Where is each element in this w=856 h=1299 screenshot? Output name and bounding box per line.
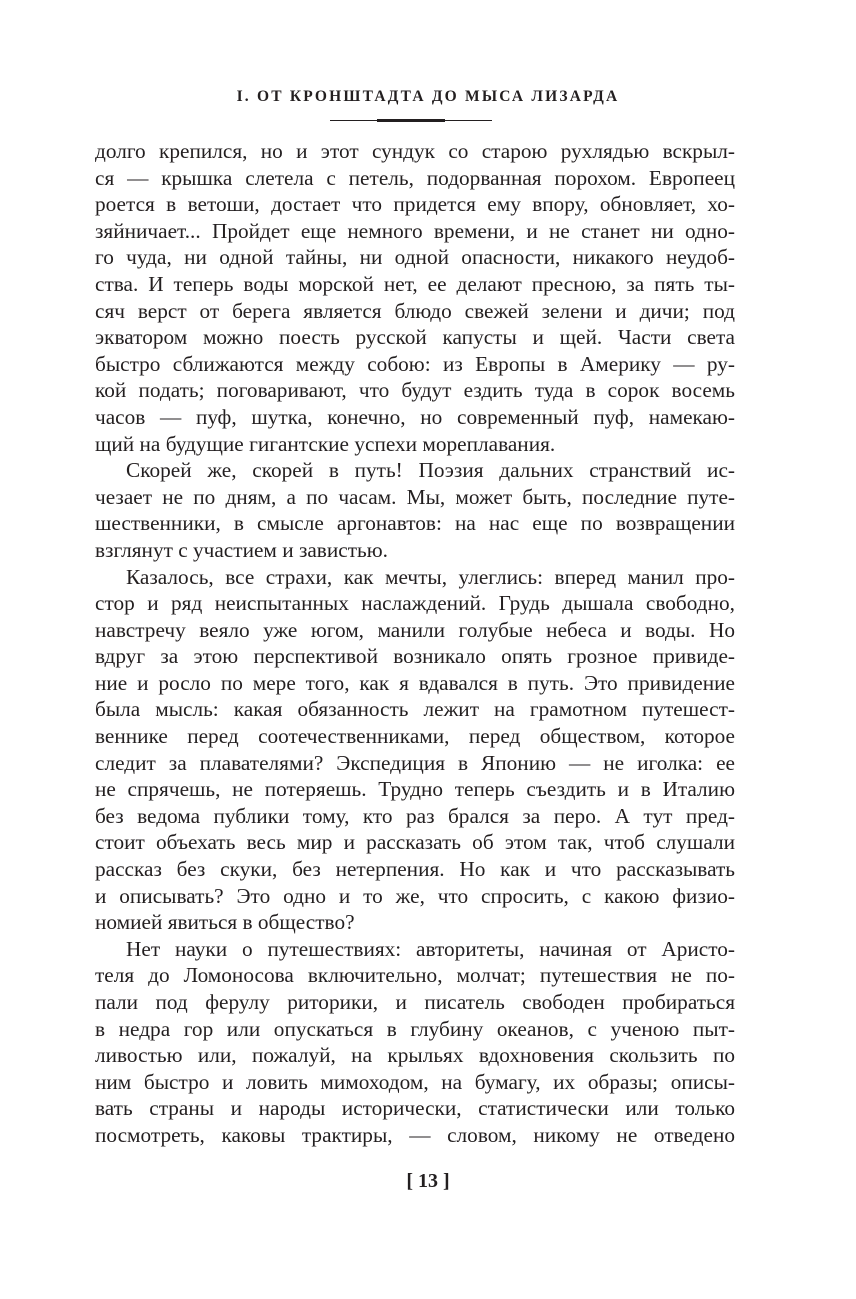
- text-line: не спрячешь, не потеряешь. Трудно теперь съездить и в Италию: [95, 777, 735, 802]
- text-line: сяч верст от берега является блюдо свежей зелени и дичи; под: [95, 298, 735, 323]
- text-line: следит за плавателями? Экспедиция в Японию — не иголка: ее: [95, 750, 735, 775]
- text-line: веннике перед соотечественниками, перед обществом, которое: [95, 724, 735, 749]
- text-line: ства. И теперь воды морской нет, ее делают пресною, за пять ты-: [95, 271, 735, 296]
- page-number: [ 13 ]: [406, 1170, 450, 1192]
- running-head: I. ОТ КРОНШТАДТА ДО МЫСА ЛИЗАРДА: [236, 88, 620, 105]
- paragraph: [95, 564, 735, 936]
- text-line: взглянут с участием и завистью.: [95, 537, 388, 562]
- text-line: экватором можно поесть русской капусты и щей. Части света: [95, 325, 735, 350]
- text-line: ся — крышка слетела с петель, подорванная порохом. Европеец: [95, 165, 735, 190]
- text-line: Казалось, все страхи, как мечты, улеглись: вперед манил про-: [126, 564, 735, 589]
- paragraph: [95, 138, 735, 457]
- text-line: стоит объехать весь мир и рассказать об этом так, чтоб слушали: [95, 830, 735, 855]
- text-line: часов — пуф, шутка, конечно, но современный пуф, намекаю-: [95, 404, 735, 429]
- paragraph: [95, 457, 735, 563]
- text-line: чезает не по дням, а по часам. Мы, может быть, последние путе-: [95, 484, 735, 509]
- text-line: была мысль: какая обязанность лежит на грамотном путешест-: [95, 697, 735, 722]
- text-line: Скорей же, скорей в путь! Поэзия дальних странствий ис-: [126, 458, 735, 483]
- text-line: го чуда, ни одной тайны, ни одной опасности, никакого неудоб-: [95, 245, 735, 270]
- text-line: роется в ветоши, достает что придется ему впору, обновляет, хо-: [95, 192, 735, 217]
- paragraph: [95, 936, 735, 1149]
- text-line: пали под ферулу риторики, и писатель свободен пробираться: [95, 990, 735, 1014]
- text-line: ние и росло по мере того, как я вдавался в путь. Это привидение: [95, 670, 735, 695]
- text-line: и описывать? Это одно и то же, что спросить, с какою физио-: [95, 883, 735, 908]
- text-line: вать страны и народы исторически, статистически или только: [95, 1096, 735, 1121]
- text-line: зяйничает... Пройдет еще немного времени, и не станет ни одно-: [95, 218, 735, 243]
- text-line: ливостью или, пожалуй, на крыльях вдохновения скользить по: [95, 1043, 735, 1068]
- text-line: кой подать; поговаривают, что будут ездить туда в сорок восемь: [95, 378, 735, 403]
- text-line: навстречу веяло уже югом, манили голубые небеса и воды. Но: [95, 617, 735, 642]
- text-line: ним быстро и ловить мимоходом, на бумагу, их образы; описы-: [95, 1069, 735, 1094]
- text-line: вдруг за этою перспективой возникало опять грозное привиде-: [95, 644, 735, 669]
- text-line: шественники, в смысле аргонавтов: на нас еще по возвращении: [95, 511, 735, 536]
- text-line: без ведома публики тому, кто раз брался за перо. А тут пред-: [95, 803, 735, 828]
- text-body: [95, 138, 735, 1149]
- text-line: стор и ряд неиспытанных наслаждений. Грудь дышала свободно,: [95, 591, 735, 616]
- text-line: быстро сближаются между собою: из Европы в Америку — ру-: [95, 351, 735, 376]
- text-line: теля до Ломоносова включительно, молчат; путешествия не по-: [95, 963, 735, 988]
- text-line: посмотреть, каковы трактиры, — словом, никому не отведено: [95, 1122, 735, 1147]
- text-line: щий на будущие гигантские успехи мореплавания.: [95, 431, 556, 456]
- text-line: долго крепился, но и этот сундук со старою рухлядью вскрыл-: [95, 139, 735, 163]
- text-line: номией явиться в общество?: [95, 910, 355, 935]
- text-line: Нет науки о путешествиях: авторитеты, начиная от Аристо-: [126, 936, 735, 961]
- text-line: рассказ без скуки, без нетерпения. Но как и что рассказывать: [95, 857, 735, 882]
- text-line: в недра гор или опускаться в глубину океанов, с ученою пыт-: [95, 1016, 735, 1041]
- header-rule-ornament: [377, 119, 445, 122]
